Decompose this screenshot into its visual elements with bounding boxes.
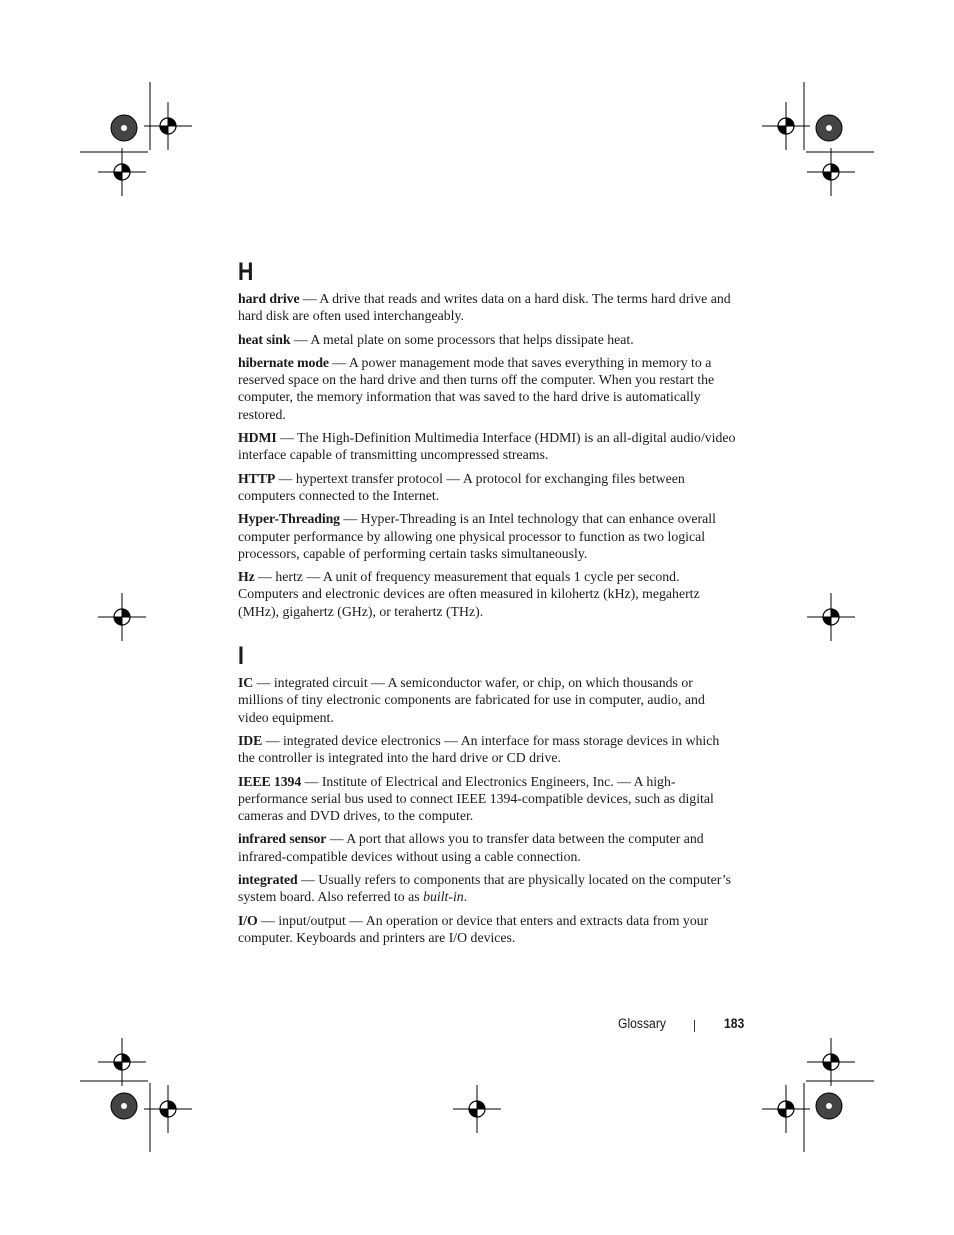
glossary-entry <box>238 830 738 865</box>
glossary-entry <box>238 290 738 325</box>
glossary-definition: — integrated circuit — A semiconductor wafer, or chip, on which thousands or millions of tiny electronic components are fabricated for use in computer, audio, and video equipment. <box>238 675 705 725</box>
glossary-definition: — input/output — An operation or device that enters and extracts data from your computer. Keyboards and printers are I/O devices. <box>238 912 709 945</box>
glossary-term: hibernate mode <box>238 354 329 370</box>
glossary-term: hard drive <box>238 291 300 306</box>
glossary-entry <box>238 510 738 562</box>
glossary-term: Hz <box>238 569 255 585</box>
glossary-entry <box>238 568 738 620</box>
glossary-entry <box>238 732 738 767</box>
section-heading-h: H <box>238 258 254 286</box>
glossary-term: IDE <box>238 732 263 748</box>
glossary-entry <box>238 912 738 947</box>
glossary-term: infrared sensor <box>238 831 327 847</box>
footer-section-label: Glossary <box>618 1016 666 1031</box>
glossary-definition: — A port that allows you to transfer data between the computer and infrared-compatible devices without using a cable connection. <box>238 831 704 864</box>
glossary-definition: — A metal plate on some processors that helps dissipate heat. <box>290 331 634 347</box>
glossary-entry <box>238 773 738 825</box>
glossary-definition: — Hyper-Threading is an Intel technology that can enhance overall computer performance by allowing one physical processor to function as two logical processors, capable of performing certain tasks simultaneously. <box>238 511 716 561</box>
footer-divider <box>694 1020 695 1032</box>
page-footer <box>0 1016 954 1036</box>
glossary-definition: — The High-Definition Multimedia Interface (HDMI) is an all-digital audio/video interface capable of transmitting uncompressed streams. <box>238 430 736 463</box>
glossary-definition: — A power management mode that saves everything in memory to a reserved space on the hard drive and then turns off the computer. When you restart the computer, the memory information that was saved to the hard drive is automatically restored. <box>238 354 715 422</box>
glossary-entry <box>238 470 738 505</box>
glossary-entry <box>238 429 738 464</box>
glossary-entry <box>238 331 738 348</box>
glossary-term: I/O <box>238 912 258 928</box>
glossary-term: integrated <box>238 872 298 888</box>
glossary-italic-term: built-in <box>423 889 464 905</box>
section-heading-i: I <box>238 642 244 671</box>
glossary-definition: — hypertext transfer protocol — A protocol for exchanging files between computers connected to the Internet. <box>238 470 685 503</box>
glossary-term: HTTP <box>238 470 276 486</box>
glossary-entry <box>238 674 738 726</box>
page-number: 183 <box>724 1016 745 1031</box>
glossary-definition: — Usually refers to components that are physically located on the computer’s system board. Also referred to as <box>238 872 732 905</box>
glossary-definition: — hertz — A unit of frequency measurement that equals 1 cycle per second. Computers and electronic devices are often measured in kilohertz (kHz), megahertz (MHz), gigahertz (GHz), or terahertz (THz). <box>238 569 700 619</box>
glossary-definition: — integrated device electronics — An interface for mass storage devices in which the controller is integrated into the hard drive or CD drive. <box>238 732 720 766</box>
glossary-term: HDMI <box>238 430 277 446</box>
glossary-definition: — A drive that reads and writes data on a hard disk. The terms hard drive and hard disk are often used interchangeably. <box>238 291 731 324</box>
glossary-entry <box>238 871 738 906</box>
glossary-definition: — Institute of Electrical and Electronics Engineers, Inc. — A high-performance serial bus used to connect IEEE 1394-compatible devices, such as digital cameras and DVD drives, to the computer. <box>238 773 714 824</box>
glossary-content <box>238 258 738 952</box>
glossary-term: Hyper-Threading <box>238 511 340 527</box>
glossary-suffix: . <box>463 889 468 905</box>
glossary-term: heat sink <box>238 331 291 347</box>
glossary-entry <box>238 354 738 423</box>
glossary-term: IC <box>238 675 254 691</box>
glossary-term: IEEE 1394 <box>238 773 302 789</box>
